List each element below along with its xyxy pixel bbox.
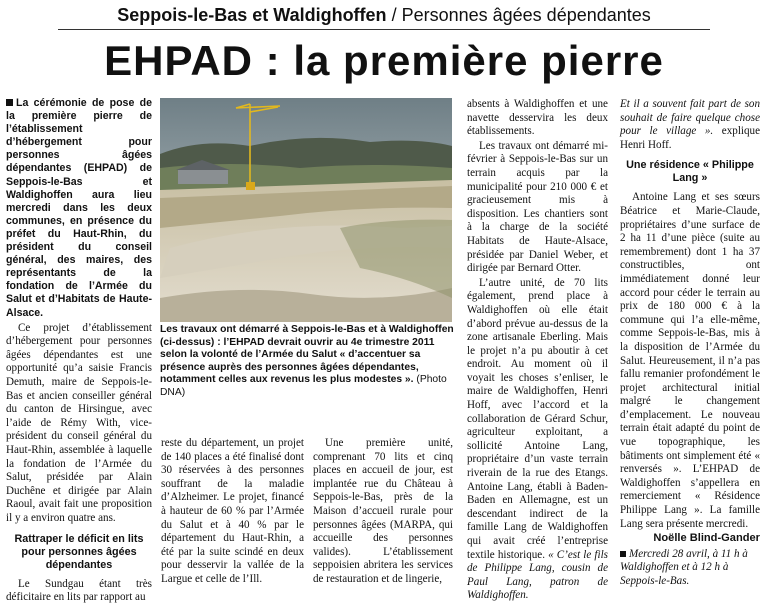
paragraph: reste du département, un projet de 140 places a été finalisé dont 30 réservées à des personnes souffrant de la maladie d’Alzheimer. Le projet, financé à hauteur de 60 % par l’Armée du Salut et à 40 % par le département du Haut-Rhin, a été par la suite scindé en deux pour desservir la vallée de la Largue et celle de l’Ill. (161, 437, 304, 585)
paragraph: Ce projet d’établissement d’hébergement pour personnes âgées dépendantes est une opportunité qu’a saisie Francis Demuth, maire de Seppois-le-Bas et ancien conseiller général du canton de Hirsingue, avec l’aide de Rémy With, vice-président du conseil général du Haut-Rhin, assemblée à laquelle la fondation de l’Armée du Salut, présidée par Alain Duchêne et dirigée par Alain Raoul, avait fait une proposition il y a environ quatre ans. (6, 321, 152, 524)
kicker-separator: / (391, 5, 397, 25)
kicker-place: Seppois-le-Bas et Waldighoffen (117, 5, 387, 25)
photo-credit: (Photo DNA) (160, 374, 447, 398)
paragraph: Et il a souvent fait part de son souhait de faire quelque chose pour le village ». explique Henri Hoff. (620, 98, 760, 151)
column-4 (467, 98, 608, 603)
column-5 (620, 98, 760, 589)
paragraph: absents à Waldighoffen et une navette desservira les deux établissements. (467, 98, 608, 138)
column-3 (313, 437, 453, 587)
photo-image (160, 98, 452, 322)
article-lead: La cérémonie de pose de la première pierre de l’établissement d’hébergement pour personnes âgées dépendantes (EHPAD) de Seppois-le-Bas et Waldighoffen aura lieu mercredi dans les deux communes, en présence du préfet du Haut-Rhin, du président du conseil général, des maires, des représentants de la fondation de l’Armée du Salut et d’Habitats de Haute-Alsace. (6, 97, 152, 319)
subheading: Rattraper le déficit en lits pour personnes âgées dépendantes (14, 532, 144, 571)
paragraph: Le Sundgau étant très déficitaire en lits par rapport au (6, 577, 152, 604)
header-rule (58, 29, 710, 30)
column-1 (6, 97, 152, 605)
column-2 (161, 437, 304, 587)
paragraph: Une première unité, comprenant 70 lits et cinq places en accueil de jour, est implantée rue du Château à Seppois-le-Bas, près de la Maison d’accueil rurale pour personnes âgées (MARPA, qui accueille des personnes valides). L’établissement seppoisien abritera les services de restauration et de lingerie, (313, 437, 453, 585)
event-footnote: Mercredi 28 avril, à 11 h à Waldighoffen et à 12 h à Seppois-le-Bas. (620, 547, 748, 587)
author-signature: Noëlle Blind-Gander (653, 532, 760, 545)
photo-caption (160, 324, 454, 400)
paragraph: L’autre unité, de 70 lits également, prend place à Waldighoffen où elle était d’abord prévue au-dessus de la zone artisanale Eberling. Mais le projet n’a pu aboutir à cet endroit. Au moment où il voyait les choses s’enliser, le maire de Waldighoffen, Henri Hoff, avec l’accord et la collaboration de Gérard Schur, agriculteur exploitant, a sollicité Antoine Lang, propriétaire d’un vaste terrain riverain de la rue des Etangs. Antoine Lang, établi à Baden-Baden en Allemagne, est un descendant indirect de la famille Lang de Waldighoffen qui avait créé l’entreprise textile historique. « C’est le fils de Philippe Lang, cousin de Paul Lang, patron de Waldighoffen. (467, 276, 608, 602)
kicker-topic: Personnes âgées dépendantes (401, 5, 651, 25)
bullet-square-icon (6, 99, 13, 106)
construction-site-photo (160, 98, 452, 322)
paragraph: Les travaux ont démarré mi-février à Seppois-le-Bas sur un terrain acquis par la municipalité pour 210 000 € et gracieusement mis à disposition. Les chantiers sont à la charge de la société Habitats de Haute-Alsace, présidée par Daniel Weber, et dirigée par Bernard Otter. (467, 139, 608, 275)
paragraph: Antoine Lang et ses sœurs Béatrice et Marie-Claude, propriétaires d’une surface de 2 ha 11 d’une pièce (suite au remembrement) dont 1 ha 37 constructibles, ont immédiatement donné leur accord pour céder le terrain au prix de 180 000 € à la commune qui l’a elle-même, comme Seppois-le-Bas, mis à la disposition de l’Armée du Salut. Heureusement, il n’a pas fallu remanier profondément le projet architectural initial malgré le changement d’emplacement. Le nouveau terrain était adapté du point de vue topographique, les bâtiments ont simplement été « renversés ». L’EHPAD de Waldighoffen s’appellera en remerciement « Résidence Philippe Lang ». La famille Lang sera présente mercredi. (620, 191, 760, 530)
subheading: Une résidence « Philippe Lang » (626, 159, 754, 185)
bullet-square-icon (620, 551, 626, 557)
caption-text: Les travaux ont démarré à Seppois-le-Bas et à Waldighoffen (ci-dessus) : l’EHPAD devrait ouvrir au 4e trimestre 2011 selon la volonté de l’Armée du Salut « d’accentuer sa présence auprès des personnes âgées dépendantes, notamment celles aux revenus les plus modestes ». (160, 324, 454, 386)
section-kicker (0, 4, 768, 26)
headline: EHPAD : la première pierre (104, 37, 664, 84)
